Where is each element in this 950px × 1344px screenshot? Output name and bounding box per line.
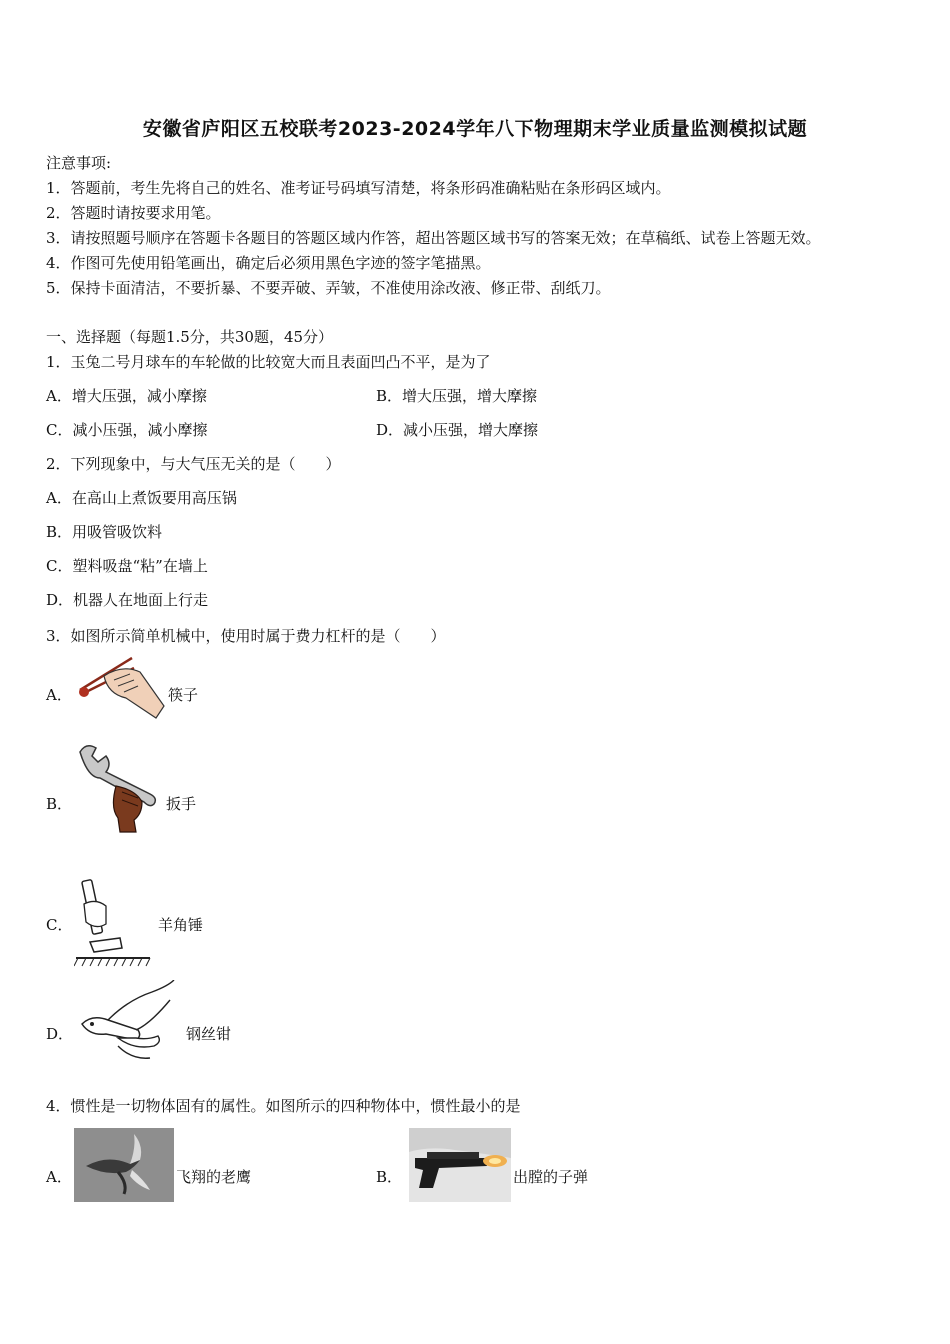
q4-option-b-letter: B． [376,1168,403,1186]
question-3-stem: 3．如图所示简单机械中，使用时属于费力杠杆的是（ ） [46,627,446,645]
q1-option-c: C．减小压强，减小摩擦 [46,421,208,439]
q3-option-b-text: 扳手 [166,795,197,813]
page-title: 安徽省庐阳区五校联考2023-2024学年八下物理期末学业质量监测模拟试题 [142,118,808,140]
claw-hammer-image [74,876,154,968]
q4-option-b-text: 出膛的子弹 [513,1168,589,1186]
q3-option-c-text: 羊角锤 [158,916,204,934]
q1-option-b: B．增大压强，增大摩擦 [376,387,538,405]
q2-option-c: C．塑料吸盘“粘”在墙上 [46,557,208,575]
q3-option-a-text: 筷子 [168,686,199,704]
notice-heading: 注意事项: [46,154,112,172]
wrench-image [76,742,162,834]
notice-item: 4．作图可先使用铅笔画出，确定后必须用黑色字迹的签字笔描黑。 [46,254,491,272]
q3-option-d-letter: D． [46,1025,74,1043]
question-2-stem: 2．下列现象中，与大气压无关的是（ ） [46,455,341,473]
notice-item: 1．答题前，考生先将自己的姓名、准考证号码填写清楚，将条形码准确粘贴在条形码区域内。 [46,179,671,197]
q3-option-c-letter: C． [46,916,73,934]
q2-option-a: A．在高山上煮饭要用高压锅 [46,489,237,507]
q2-option-d: D．机器人在地面上行走 [46,591,209,609]
pliers-image [78,980,178,1064]
q3-option-b-letter: B． [46,795,73,813]
q1-option-d: D．减小压强，增大摩擦 [376,421,539,439]
q3-option-a-letter: A． [46,686,72,704]
q1-option-a: A．增大压强，减小摩擦 [46,387,207,405]
chopsticks-image [74,654,166,720]
eagle-image [74,1128,174,1202]
question-1-stem: 1．玉兔二号月球车的车轮做的比较宽大而且表面凹凸不平，是为了 [46,353,491,371]
notice-item: 2．答题时请按要求用笔。 [46,204,221,222]
q4-option-a-letter: A． [46,1168,72,1186]
section-heading: 一、选择题（每题1.5分，共30题，45分） [46,328,334,346]
q4-option-a-text: 飞翔的老鹰 [176,1168,252,1186]
question-4-stem: 4．惯性是一切物体固有的属性。如图所示的四种物体中，惯性最小的是 [46,1097,521,1115]
q3-option-d-text: 钢丝钳 [186,1025,232,1043]
notice-item: 3．请按照题号顺序在答题卡各题目的答题区域内作答，超出答题区域书写的答案无效；在草稿纸、试卷上答题无效。 [46,229,821,247]
q2-option-b: B．用吸管吸饮料 [46,523,163,541]
notice-item: 5．保持卡面清洁，不要折暴、不要弄破、弄皱，不准使用涂改液、修正带、刮纸刀。 [46,279,611,297]
gun-bullet-image [409,1128,511,1202]
